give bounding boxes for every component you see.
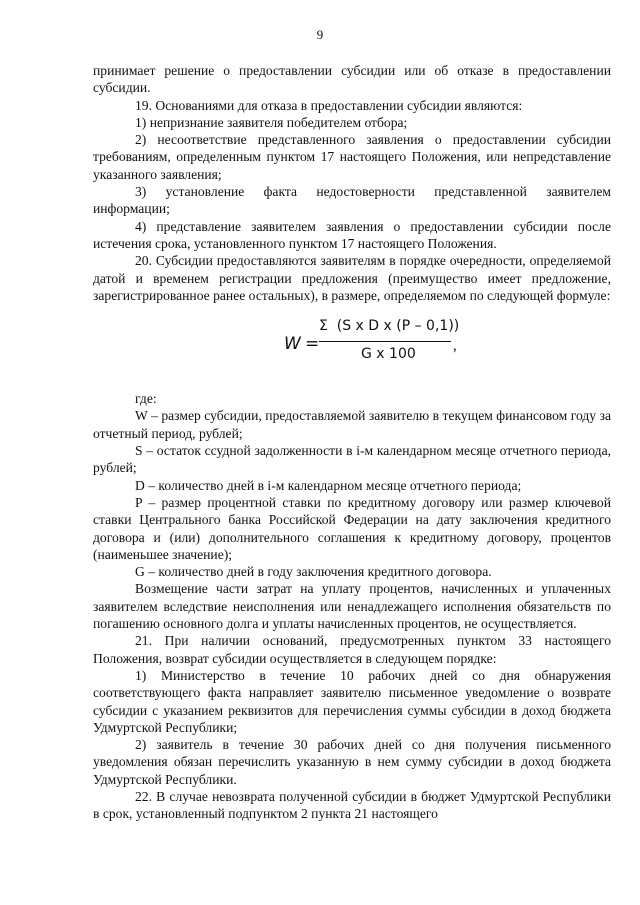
- fraction-bar: [319, 341, 451, 342]
- paragraph: принимает решение о предоставлении субсидии или об отказе в предоставлении субсидии.: [93, 63, 611, 96]
- list-item: 2) несоответствие представленного заявления о предоставлении субсидии требованиям, определенным пунктом 17 настоящего Положения, или непредставление указанного заявления;: [93, 132, 611, 182]
- definition-item: P – размер процентной ставки по кредитному договору или размер ключевой ставки Центрального банка Российской Федерации на дату заключения кредитного договора и (или) дополнительного соглашения к кредитному договору, процентов (наименьшее значение);: [93, 494, 611, 562]
- list-item: 4) представление заявителем заявления о предоставлении субсидии после истечения срока, установленного пунктом 17 настоящего Положения.: [93, 218, 611, 251]
- formula-lhs: W: [284, 334, 301, 355]
- list-item: 2) заявитель в течение 30 рабочих дней со дня получения письменного уведомления обязан перечислить указанную в нем сумму субсидии в доход бюджета Удмуртской Республики.: [93, 737, 611, 787]
- formula-equals: =: [305, 334, 320, 355]
- paragraph: где:: [135, 391, 157, 407]
- list-item: 3) установление факта недостоверности представленной заявителем информации;: [93, 184, 611, 217]
- formula-numerator: Σ (S x D x (P – 0,1)): [319, 318, 460, 335]
- formula-trailing-comma: ,: [453, 338, 457, 355]
- paragraph: 19. Основаниями для отказа в предоставлении субсидии являются:: [135, 97, 523, 113]
- definition-item: S – остаток ссудной задолженности в i-м календарном месяце отчетного периода, рублей;: [93, 443, 611, 476]
- paragraph: 21. При наличии оснований, предусмотренных пунктом 33 настоящего Положения, возврат субсидии осуществляется в следующем порядке:: [93, 633, 611, 666]
- paragraph: 20. Субсидии предоставляются заявителям в порядке очередности, определяемой датой и временем регистрации предложения (преимущество имеет предложение, зарегистрированное ранее остальных), в размере, определяемом по следующей формуле:: [93, 253, 611, 303]
- document-body: [93, 62, 611, 823]
- paragraph: Возмещение части затрат на уплату процентов, начисленных и уплаченных заявителем вследствие неисполнения или ненадлежащего исполнения обязательств по погашению основного долга и уплаты начисленных процентов, не осуществляется.: [93, 581, 611, 632]
- definition-item: G – количество дней в году заключения кредитного договора.: [135, 564, 492, 580]
- page-number: 9: [316, 27, 324, 42]
- subsidy-formula: [93, 312, 611, 390]
- paragraph: 22. В случае невозврата полученной субсидии в бюджет Удмуртской Республики в срок, установленный подпунктом 2 пункта 21 настоящего: [93, 788, 611, 822]
- list-item: 1) Министерство в течение 10 рабочих дней со дня обнаружения соответствующего факта направляет заявителю письменное уведомление о возврате субсидии с указанием реквизитов для перечисления суммы субсидии в доход бюджета Удмуртской Республики;: [93, 667, 611, 735]
- definition-item: W – размер субсидии, предоставляемой заявителю в текущем финансовом году за отчетный период, рублей;: [93, 408, 611, 441]
- definition-item: D – количество дней в i-м календарном месяце отчетного периода;: [135, 477, 522, 493]
- list-item: 1) непризнание заявителя победителем отбора;: [135, 114, 408, 130]
- formula-denominator: G x 100: [361, 346, 416, 363]
